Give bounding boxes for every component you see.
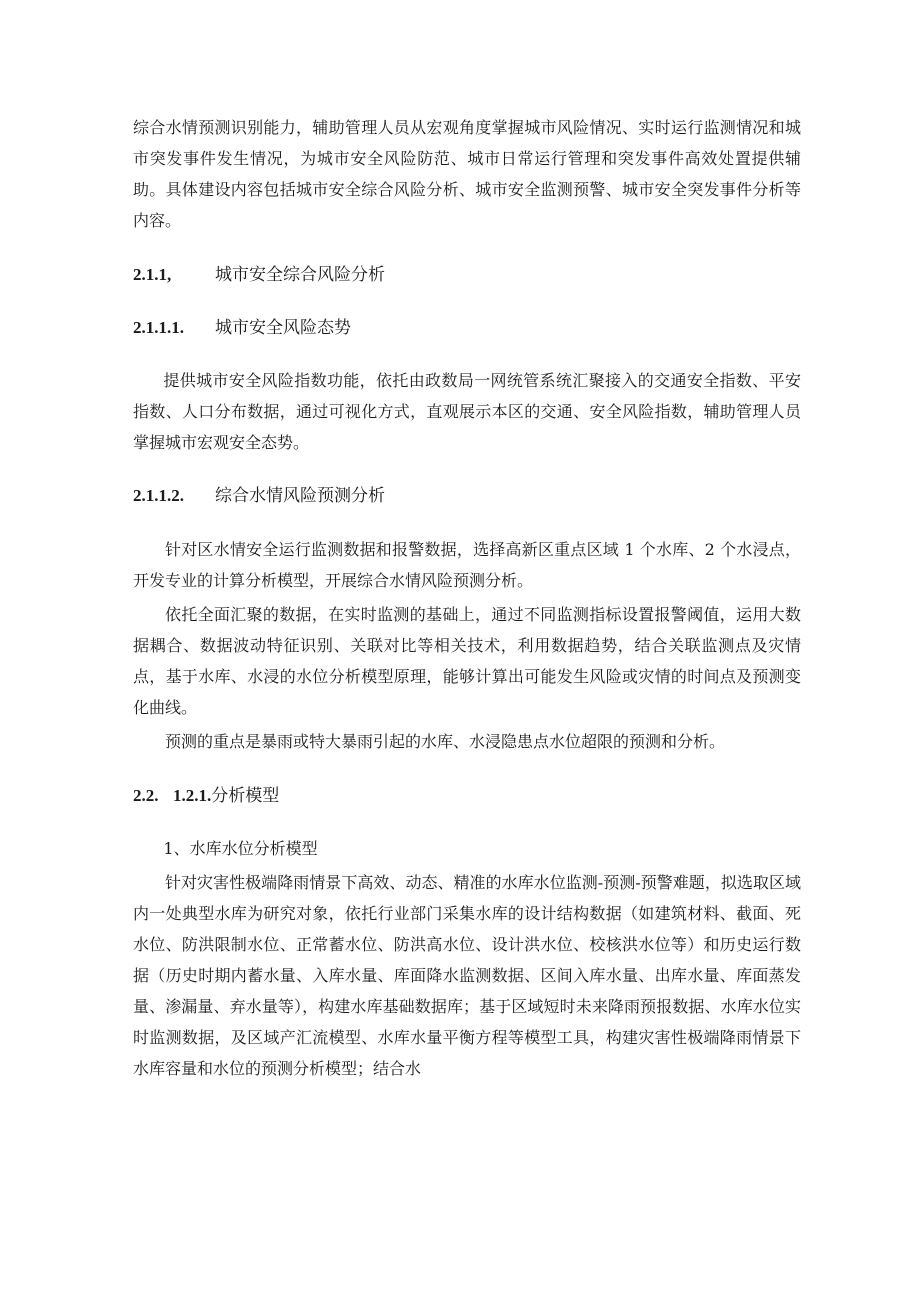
heading-2-1-1-1 [133,312,801,344]
heading-sub-number: 1.2.1. [173,786,212,805]
heading-title: 城市安全风险态势 [215,318,351,338]
heading-2-2 [133,780,801,812]
intro-paragraph: 综合水情预测识别能力，辅助管理人员从宏观角度掌握城市风险情况、实时运行监测情况和城市突发事件发生情况，为城市安全风险防范、城市日常运行管理和突发事件高效处置提供辅助。具体建设内容包括城市安全综合风险分析、城市安全监测预警、城市安全突发事件分析等内容。 [133,118,801,230]
water-risk-paragraph-3: 预测的重点是暴雨或特大暴雨引起的水库、水浸隐患点水位超限的预测和分析。 [165,732,726,751]
heading-number: 2.1.1.2. [133,486,184,505]
model-1-title: 1、水库水位分析模型 [163,839,318,858]
heading-number: 2.1.1.1. [133,318,184,337]
model-1-paragraph: 针对灾害性极端降雨情景下高效、动态、精准的水库水位监测-预测-预警难题，拟选取区域内一处典型水库为研究对象，依托行业部门采集水库的设计结构数据（如建筑材料、截面、死水位、防洪限制水位、正常蓄水位、防洪高水位、设计洪水位、校核洪水位等）和历史运行数据（历史时期内蓄水量、入库水量、库面降水监测数据、区间入库水量、出库水量、库面蒸发量、渗漏量、弃水量等），构建水库基础数据库；基于区域短时未来降雨预报数据、水库水位实时监测数据，及区域产汇流模型、水库水量平衡方程等模型工具，构建灾害性极端降雨情景下水库容量和水位的预测分析模型；结合水 [133,873,801,1078]
heading-number: 2.1.1, [133,265,172,284]
risk-situation-paragraph: 提供城市安全风险指数功能，依托由政数局一网统管系统汇聚接入的交通安全指数、平安指数、人口分布数据，通过可视化方式，直观展示本区的交通、安全风险指数，辅助管理人员掌握城市宏观安全态势。 [133,371,801,452]
heading-2-1-1 [133,259,801,291]
heading-title: 综合水情风险预测分析 [215,486,385,506]
document-page [133,112,801,1084]
heading-title: 分析模型 [211,786,280,806]
water-risk-paragraph-1: 针对区水情安全运行监测数据和报警数据，选择高新区重点区域 1 个水库、2 个水浸点，开发专业的计算分析模型，开展综合水情风险预测分析。 [133,540,801,590]
heading-2-1-1-2 [133,480,801,512]
heading-number: 2.2. [133,786,159,805]
heading-title: 城市安全综合风险分析 [215,265,385,285]
water-risk-paragraph-2: 依托全面汇聚的数据，在实时监测的基础上，通过不同监测指标设置报警阈值，运用大数据耦合、数据波动特征识别、关联对比等相关技术，利用数据趋势，结合关联监测点及灾情点，基于水库、水浸的水位分析模型原理，能够计算出可能发生风险或灾情的时间点及预测变化曲线。 [133,605,801,717]
